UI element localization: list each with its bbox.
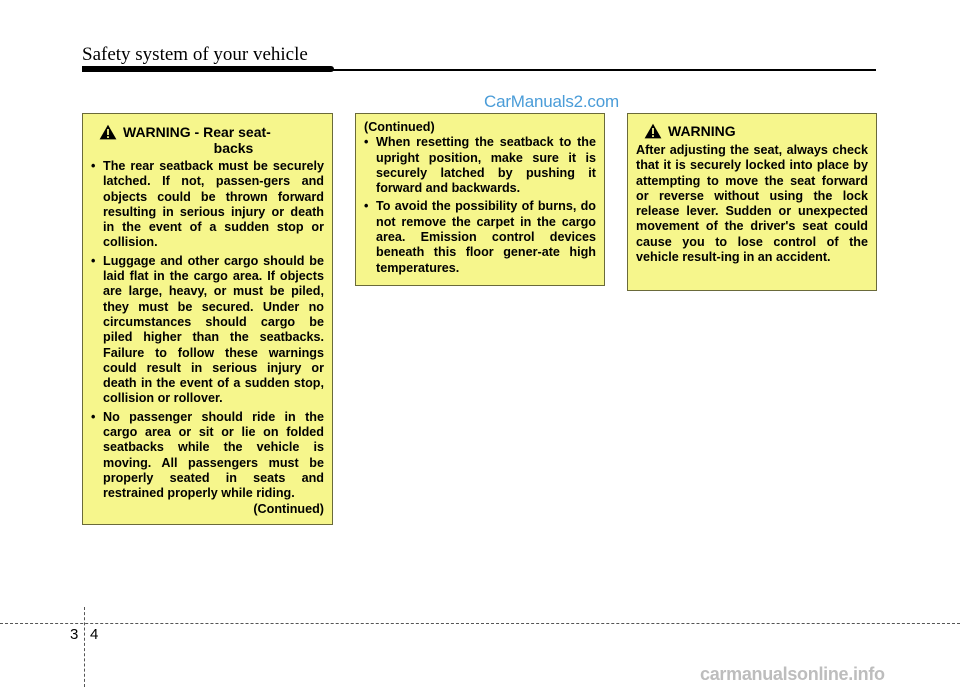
warning-heading <box>636 123 868 139</box>
warning-bullet-list <box>364 135 596 276</box>
watermark-top: CarManuals2.com <box>484 92 619 111</box>
warning-title: WARNING <box>668 123 736 139</box>
list-item: • To avoid the possibility of burns, do not remove the carpet in the cargo area. Emission control devices beneath this floor gener-ate high temperatures. <box>364 199 596 275</box>
warning-text: After adjusting the seat, always check that it is securely locked into place by attempting to move the seat forward or reverse without using the lock release lever. Sudden or unexpected movement of the driver's seat could cause you to lose control of the vehicle result-ing in an accident. <box>636 143 868 265</box>
warning-triangle-icon <box>99 124 117 140</box>
header-rule <box>82 66 876 72</box>
warning-box-seat-adjustment <box>627 113 877 291</box>
page-header-title: Safety system of your vehicle <box>82 44 308 65</box>
header-rule-thin <box>332 69 876 71</box>
list-item: • When resetting the seatback to the upright position, make sure it is securely latched by pushing it forward and backwards. <box>364 135 596 196</box>
warning-box-continued <box>355 113 605 286</box>
header-rule-thick <box>82 66 334 72</box>
continued-label: (Continued) <box>364 120 435 134</box>
warning-triangle-icon <box>644 123 662 139</box>
warning-box-rear-seatbacks <box>82 113 333 525</box>
page-number: 4 <box>90 626 99 643</box>
list-item: • Luggage and other cargo should be laid flat in the cargo area. If objects are large, heavy, or must be piled, they must be secured. Under no circumstances should cargo be piled higher than the seatbacks. Failure to follow these warnings could result in serious injury or death in the event of a sudden stop, collision or rollover. <box>91 254 324 407</box>
footer-divider <box>84 607 85 687</box>
warning-title-line2: backs <box>213 140 254 156</box>
footer-rule <box>0 623 960 624</box>
watermark-bottom: carmanualsonline.info <box>700 664 885 684</box>
warning-heading <box>91 124 324 156</box>
continued-label: (Continued) <box>253 501 324 516</box>
warning-bullet-list <box>91 159 324 502</box>
page-section-number: 3 <box>70 626 79 643</box>
list-item: • No passenger should ride in the cargo area or sit or lie on folded seatbacks while the vehicle is moving. All passengers must be properly seated in seats and restrained properly while riding. <box>91 410 324 502</box>
warning-title-line1: WARNING - Rear seat- <box>123 124 271 140</box>
list-item: • The rear seatback must be securely latched. If not, passen-gers and objects could be thrown forward resulting in serious injury or death in the event of a sudden stop or collision. <box>91 159 324 251</box>
